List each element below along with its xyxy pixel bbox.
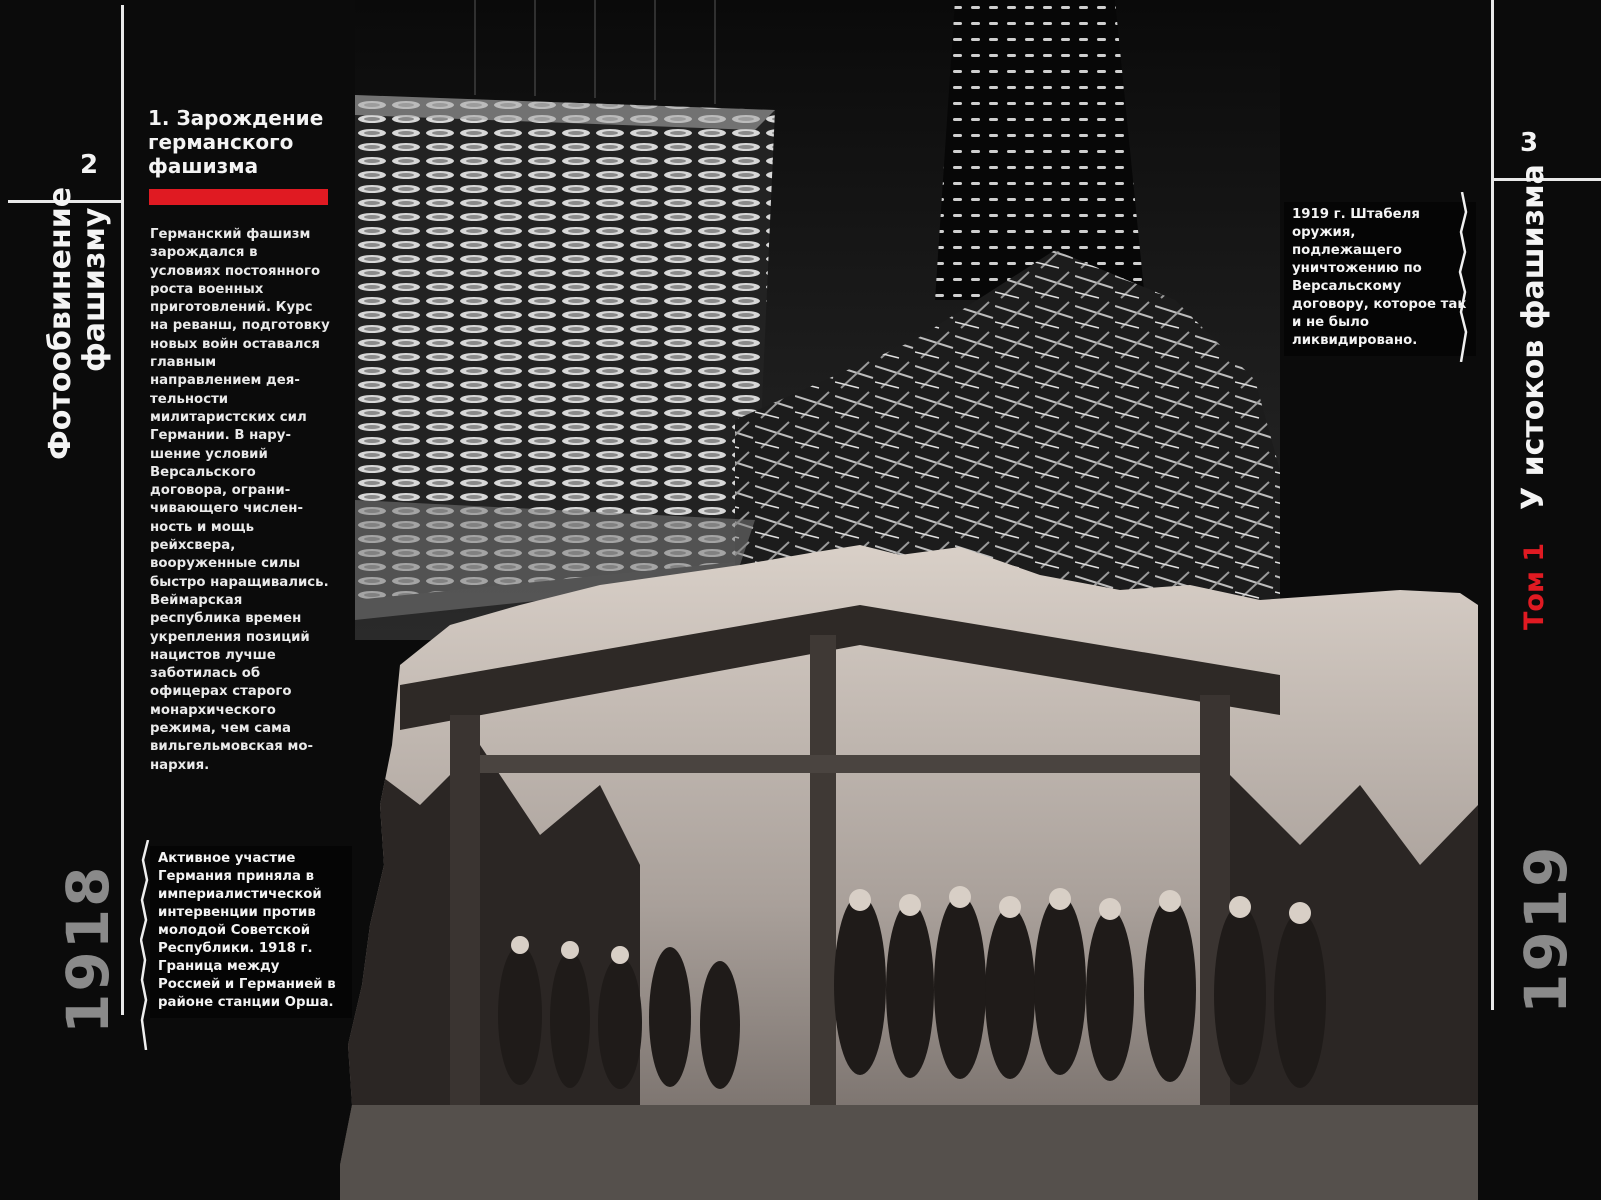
- caption-right-tear-edge: [1458, 192, 1468, 362]
- book-title-line-1: Фотообвинение: [43, 186, 78, 460]
- photo-weapon-stacks: [355, 0, 1280, 640]
- chapter-red-bar: [149, 189, 328, 205]
- photo-border-orsha: [340, 545, 1478, 1200]
- book-title-line-2: фашизму: [77, 207, 112, 372]
- weapon-stacks-image: [355, 0, 1280, 640]
- volume-title: У истоков фашизма: [1516, 164, 1551, 510]
- caption-orsha-text: Активное участие Германия приняла в империалистической интервенции против молодой Советской Республики. 1918 г. Граница между Россией и Германией в районе станции Орша.: [158, 851, 336, 1010]
- left-year: 1918: [54, 864, 122, 1034]
- chapter-title: 1. Зарождение германского фашизма: [148, 106, 324, 178]
- body-paragraph: Германский фашизм зарождался в условиях постоянного роста военных приготовлений. Курс на реванш, подготовку новых войн оставался главным направлением деятельности милитаристских сил Германии. В нарушение условий Версальского договора, ограничивающего численность и мощь рейхсвера, вооруженные силы быстро наращивались. Веймарская республика времен укрепления позиций нацистов лучше заботилась об офицерах старого монархического режима, чем сама вильгельмовская монархия.: [150, 227, 330, 773]
- left-margin-rule-vertical: [121, 5, 124, 1015]
- caption-left-tear-edge: [140, 840, 150, 1050]
- caption-orsha-border: [150, 846, 352, 1018]
- caption-weapon-stacks-text: 1919 г. Штабеля оружия, подлежащего уничтожению по Версальскому договору, которое так и не было ликвидировано.: [1292, 207, 1467, 348]
- left-page-number: 2: [80, 150, 99, 180]
- chapter-body-text: [150, 226, 332, 775]
- volume-label: Том 1: [1519, 542, 1550, 630]
- right-margin-rule-vertical: [1491, 0, 1494, 1010]
- border-orsha-image: [340, 545, 1478, 1200]
- right-page-number: 3: [1520, 128, 1539, 158]
- right-year: 1919: [1512, 844, 1580, 1014]
- caption-weapon-stacks: [1284, 202, 1476, 356]
